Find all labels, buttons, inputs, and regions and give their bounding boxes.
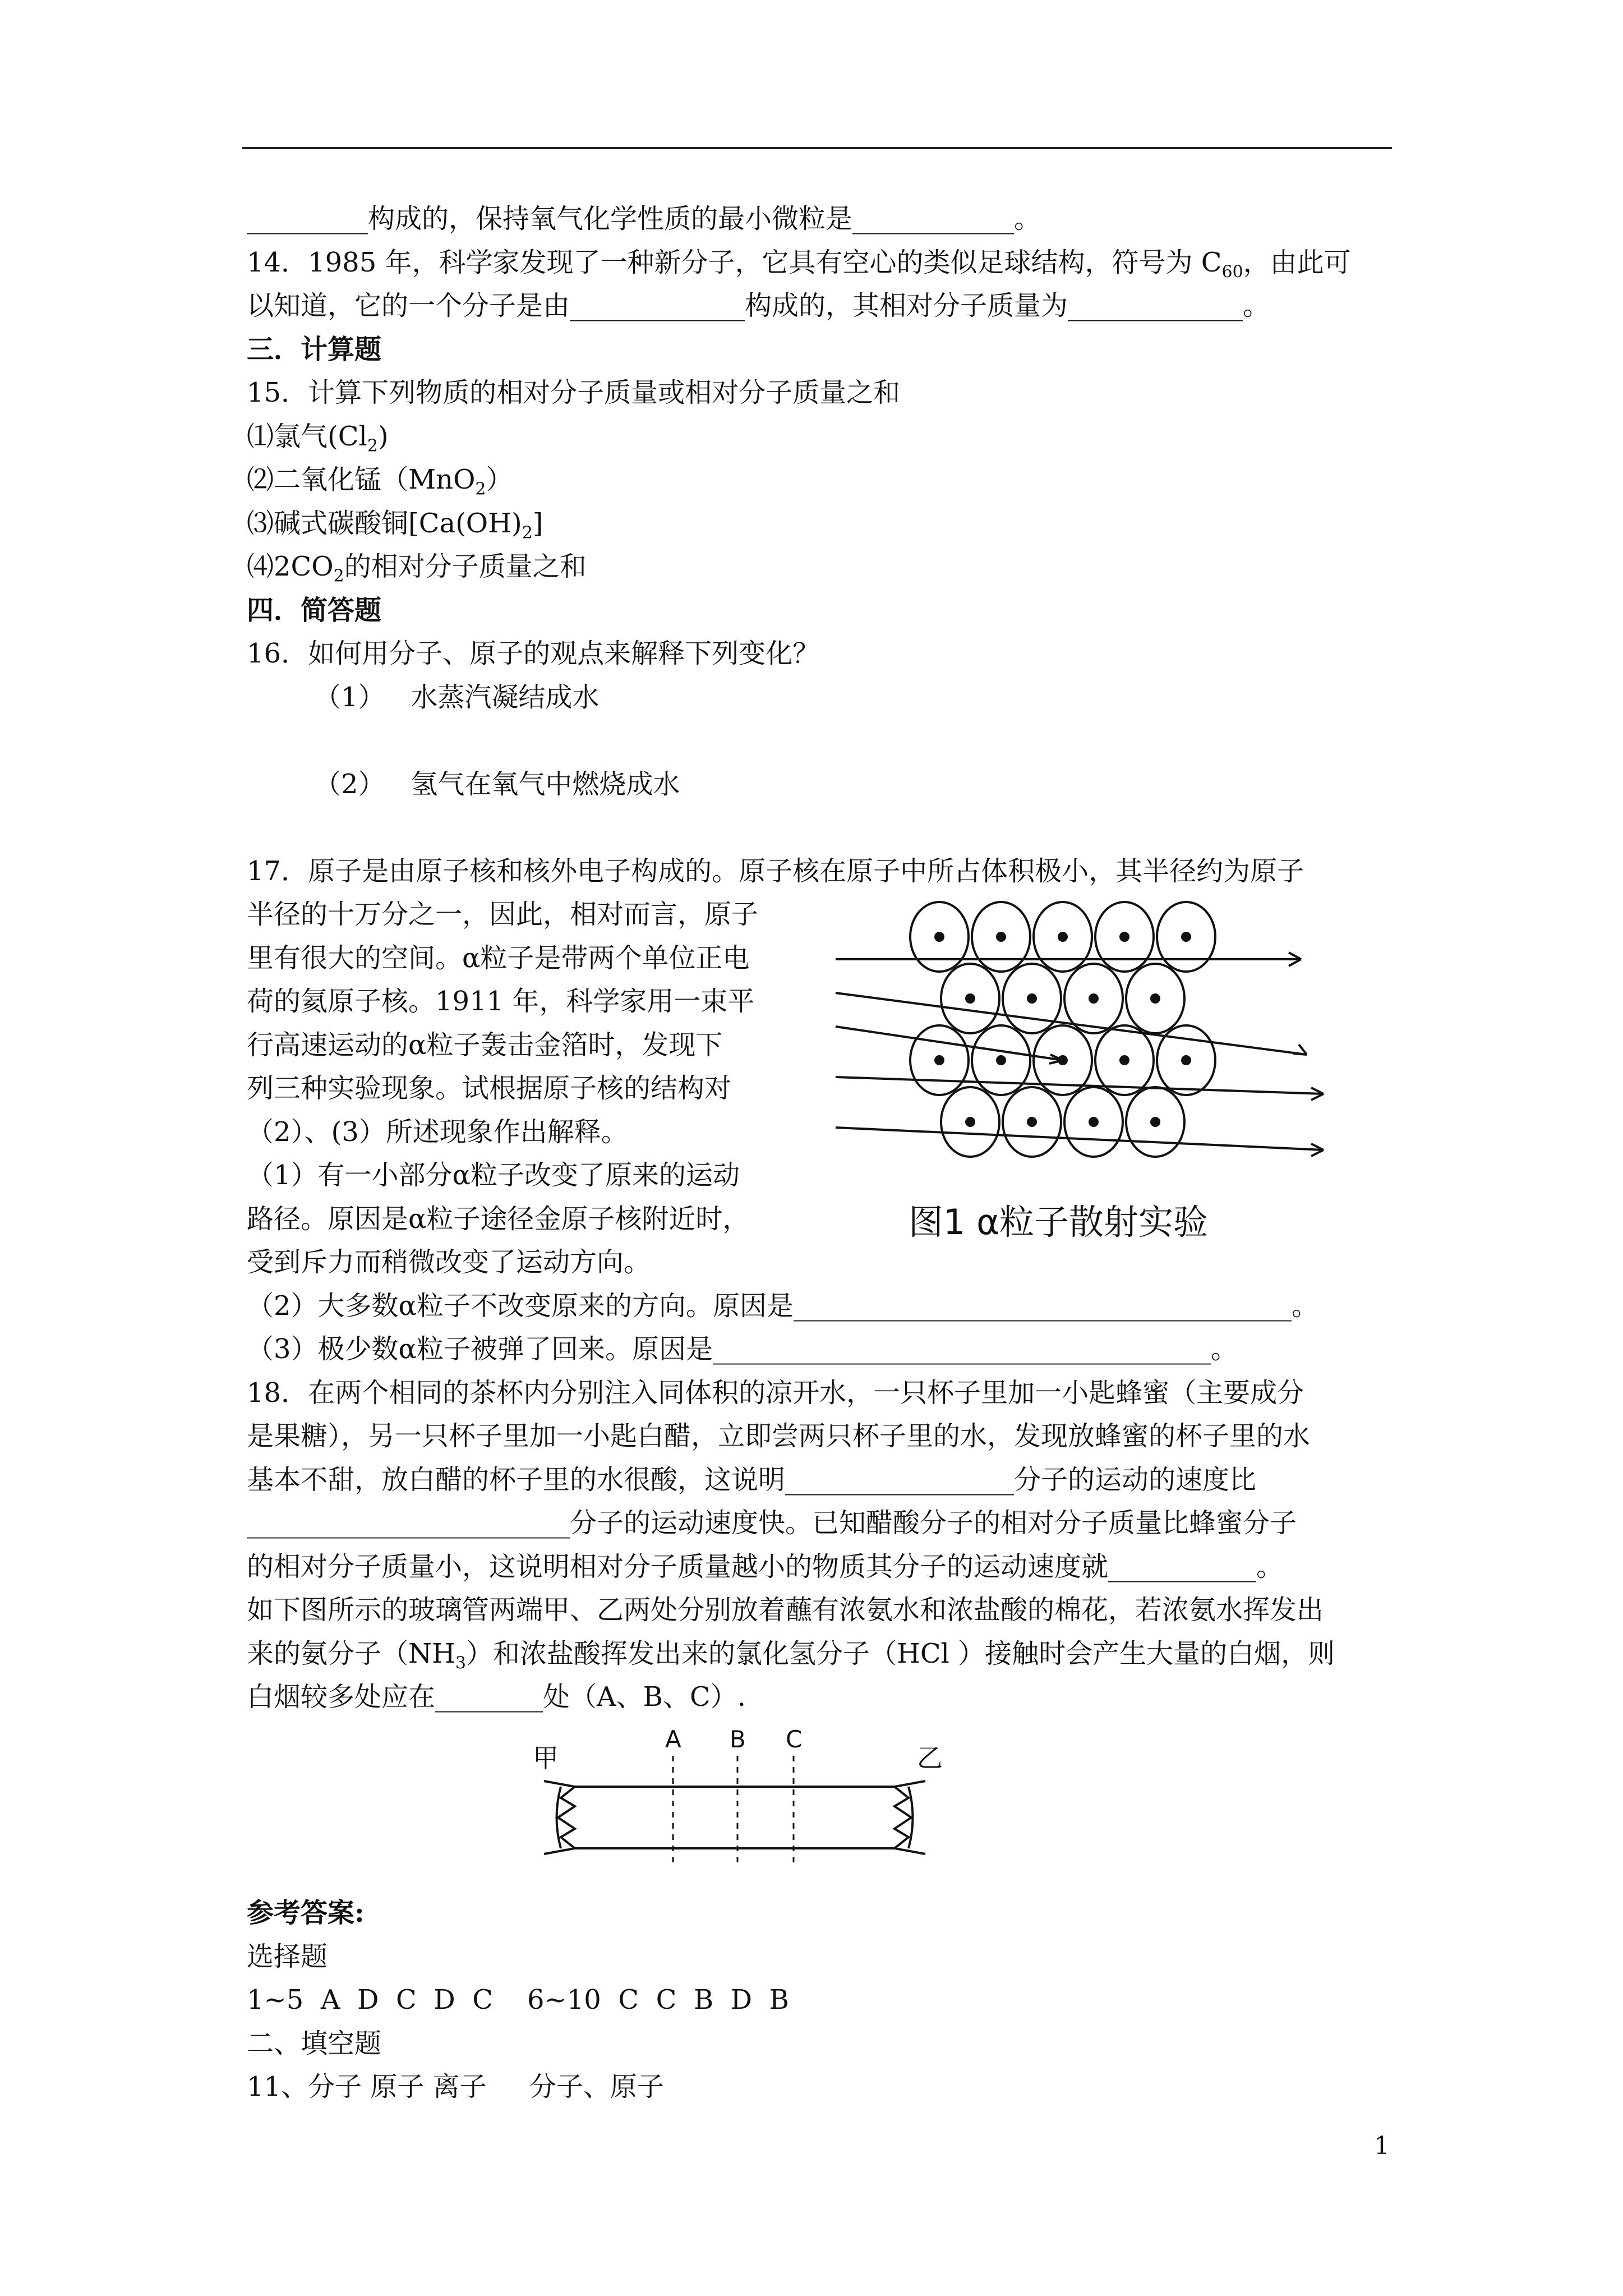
q18-line-4: ________________________分子的运动速度快。已知醋酸分子的相对分子质量比蜂蜜分子	[247, 1507, 1297, 1539]
q17-line-4: 荷的氦原子核。1911 年，科学家用一束平	[247, 986, 755, 1017]
q15-item-3: ⑶碱式碳酸铜$[Ca(OH)_2]$	[247, 508, 543, 543]
answers-heading: 参考答案:	[247, 1897, 365, 1929]
q18-line-2: 是果糖），另一只杯子里加一小匙白醋，立即尝两只杯子里的水，发现放蜂蜜的杯子里的水	[247, 1420, 1311, 1452]
q18-line-6: 如下图所示的玻璃管两端甲、乙两处分别放着蘸有浓氨水和浓盐酸的棉花，若浓氨水挥发出	[247, 1594, 1324, 1626]
q18-line-3: 基本不甜，放白醋的杯子里的水很酸，这说明_________________分子的运动的速度比	[247, 1464, 1257, 1496]
glass-tube-figure	[522, 1722, 959, 1890]
q17-line-5: 行高速运动的α粒子轰击金箔时，发现下	[247, 1029, 723, 1061]
answers-line-4: 11、分子 原子 离子 分子、原子	[247, 2071, 664, 2102]
q18-line-1: 18．在两个相同的茶杯内分别注入同体积的凉开水，一只杯子里加一小匙蜂蜜（主要成分	[247, 1377, 1304, 1409]
gold-atom-row-4	[941, 1087, 1184, 1157]
label-yi: 乙	[917, 1743, 943, 1773]
q17-answer-2: （2）大多数α粒子不改变原来的方向。原因是_____________________________________。	[247, 1290, 1318, 1322]
q17-line-8: （1）有一小部分α粒子改变了原来的运动	[247, 1159, 740, 1191]
q16-line: 16．如何用分子、原子的观点来解释下列变化？	[247, 638, 820, 669]
q14-line-1: 14．1985 年，科学家发现了一种新分子，它具有空心的类似足球结构，符号为 $C_{60}$，由此可	[247, 247, 1351, 282]
page-number: 1	[1374, 2132, 1390, 2160]
mark-b-label: B	[730, 1726, 746, 1753]
q17-line-3: 里有很大的空间。α粒子是带两个单位正电	[247, 942, 750, 974]
label-jia: 甲	[533, 1743, 559, 1773]
q15-item-1: ⑴氯气$(Cl_2)$	[247, 421, 389, 456]
q14-line-2: 以知道，它的一个分子是由_____________构成的，其相对分子质量为_____________。	[247, 290, 1270, 321]
q15-line: 15．计算下列物质的相对分子质量或相对分子质量之和	[247, 377, 901, 408]
q16-item-1: （1） 水蒸汽凝结成水	[314, 682, 600, 713]
figure-1-caption: 图1 α粒子散射实验	[909, 1202, 1209, 1243]
header-rule	[242, 147, 1392, 149]
mark-a-label: A	[665, 1726, 681, 1753]
answers-line-3: 二、填空题	[247, 2028, 382, 2059]
q15-item-2: ⑵二氧化锰（MnO$_2$）	[247, 464, 513, 499]
q17-line-10: 受到斥力而稍微改变了运动方向。	[247, 1246, 651, 1278]
gold-nuclei	[934, 932, 1191, 1127]
mark-c-label: C	[786, 1726, 803, 1753]
answers-line-1: 选择题	[247, 1941, 328, 1972]
alpha-particle-paths	[836, 953, 1324, 1156]
q18-line-5: 的相对分子质量小，这说明相对分子质量越小的物质其分子的运动速度就___________。	[247, 1551, 1284, 1582]
q16-item-2: （2） 氢气在氧气中燃烧成水	[314, 769, 680, 800]
alpha-scattering-figure	[830, 892, 1357, 1262]
q17-line-6: 列三种实验现象。试根据原子核的结构对	[247, 1073, 732, 1104]
q17-line-1: 17．原子是由原子核和核外电子构成的。原子核在原子中所占体积极小，其半径约为原子	[247, 855, 1304, 887]
section-4-heading: 四．简答题	[247, 595, 382, 626]
q17-line-7: （2）、(3）所述现象作出解释。	[247, 1116, 628, 1148]
q17-answer-3: （3）极少数α粒子被弹了回来。原因是_____________________________________。	[247, 1333, 1238, 1365]
answers-line-2: 1~5 A D C D C 6~10 C C B D B	[247, 1984, 789, 2016]
q18-line-8: 白烟较多处应在________处（A、B、C）.	[247, 1681, 746, 1713]
q17-line-9: 路径。原因是α粒子途径金原子核附近时，	[247, 1203, 750, 1235]
q17-line-2: 半径的十万分之一，因此，相对而言，原子	[247, 899, 759, 930]
q18-line-7: 来的氨分子$(NH_3)$和浓盐酸挥发出来的氯化氢分子（HCl ）接触时会产生大量的白烟，则	[247, 1638, 1335, 1673]
q15-item-4: $⑷2CO_2$的相对分子质量之和	[247, 551, 587, 586]
q13-line: _________构成的，保持氧气化学性质的最小微粒是____________。	[247, 203, 1041, 234]
section-3-heading: 三．计算题	[247, 334, 382, 365]
